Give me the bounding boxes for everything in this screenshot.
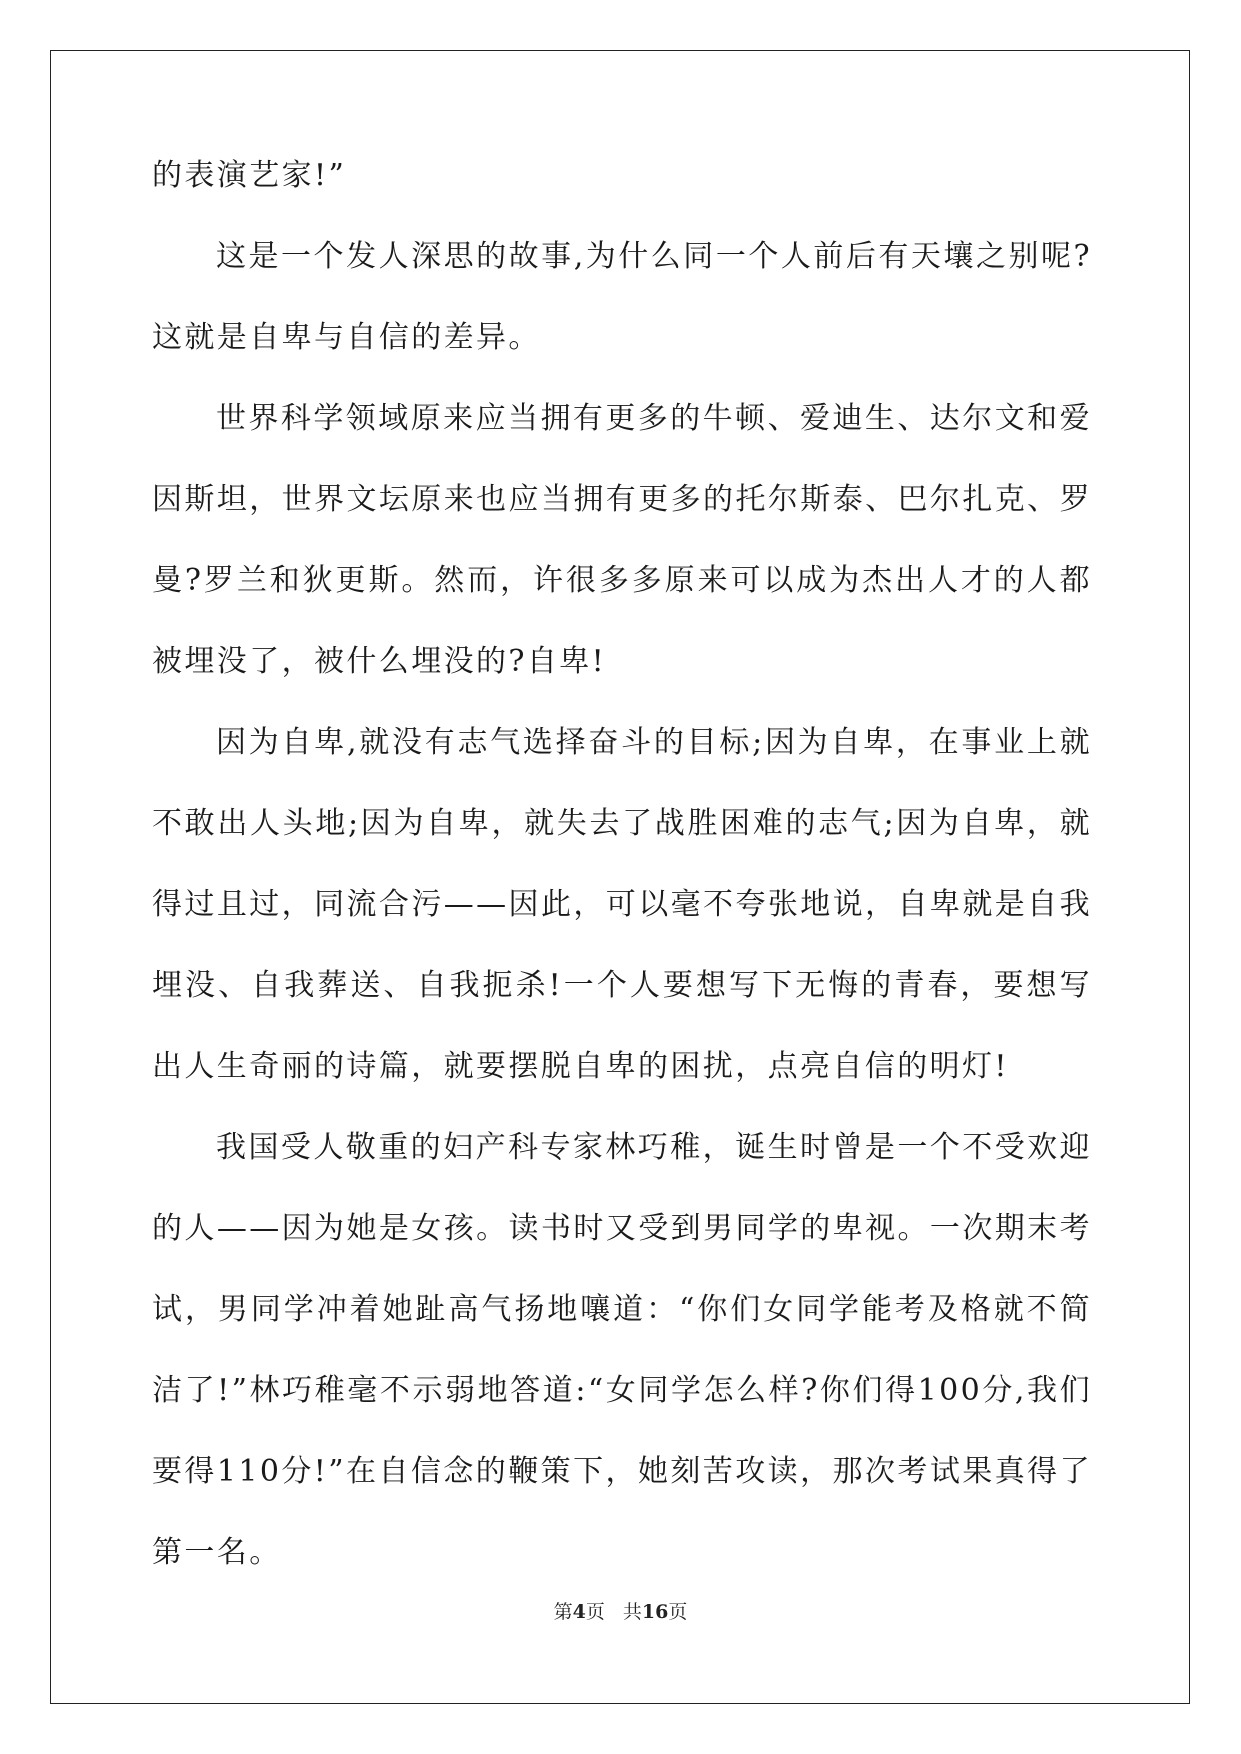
page-suffix: 页 [585, 1601, 605, 1623]
page-number: 4 [572, 1601, 586, 1623]
page-footer [0, 1597, 1241, 1624]
paragraph-2: 这是一个发人深思的故事,为什么同一个人前后有天壤之别呢?这就是自卑与自信的差异。 [152, 239, 1092, 355]
paragraph-3: 世界科学领域原来应当拥有更多的牛顿、爱迪生、达尔文和爱因斯坦，世界文坛原来也应当拥有更多的托尔斯泰、巴尔扎克、罗曼?罗兰和狄更斯。然而，许很多多原来可以成为杰出人才的人都被埋没了，被什么埋没的?自卑! [152, 401, 1092, 679]
paragraph-5: 我国受人敬重的妇产科专家林巧稚，诞生时曾是一个不受欢迎的人——因为她是女孩。读书时又受到男同学的卑视。一次期末考试，男同学冲着她趾高气扬地嚷道：“你们女同学能考及格就不简洁了!”林巧稚毫不示弱地答道:“女同学怎么样?你们得100分,我们要得110分!”在自信念的鞭策下，她刻苦攻读，那次考试果真得了第一名。 [152, 1130, 1092, 1570]
total-suffix: 页 [668, 1601, 688, 1623]
document-body [152, 135, 1092, 1593]
total-prefix: 共 [622, 1601, 642, 1623]
total-pages: 16 [641, 1601, 669, 1623]
page-prefix: 第 [553, 1601, 573, 1623]
paragraph-1: 的表演艺家!” [152, 158, 347, 193]
paragraph-4: 因为自卑,就没有志气选择奋斗的目标;因为自卑，在事业上就不敢出人头地;因为自卑，就失去了战胜困难的志气;因为自卑，就得过且过，同流合污——因此，可以毫不夸张地说，自卑就是自我埋没、自我葬送、自我扼杀!一个人要想写下无悔的青春，要想写出人生奇丽的诗篇，就要摆脱自卑的困扰，点亮自信的明灯! [152, 725, 1092, 1084]
